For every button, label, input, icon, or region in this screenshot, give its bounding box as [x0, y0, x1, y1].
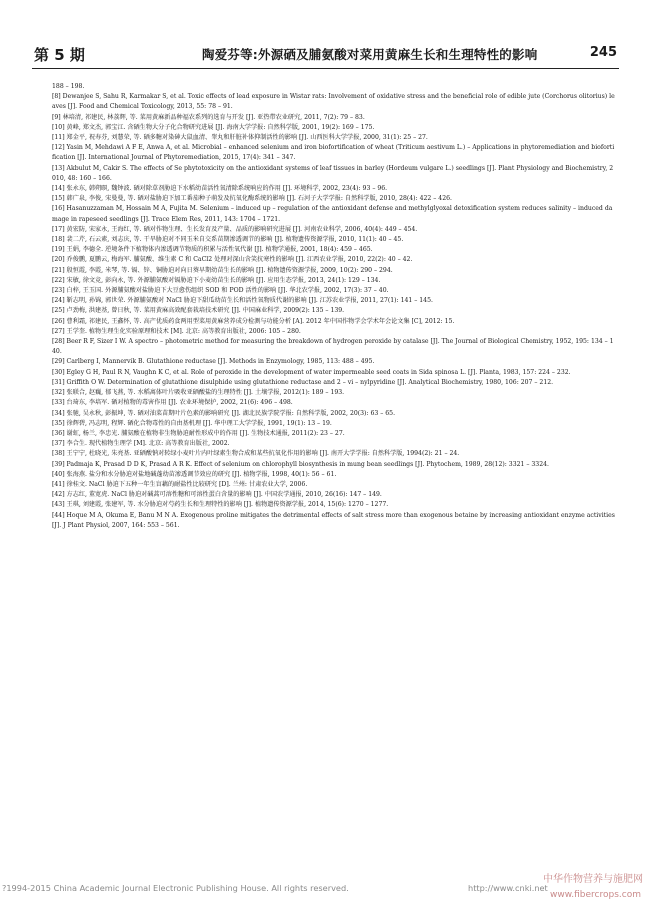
reference-item: [25] 卢劲梅, 洪建基, 曾日秋, 等. 菜用黄麻高效配套栽培技术研究 [J]. 中国麻业科学, 2009(2): 135 – 139. — [52, 307, 345, 315]
reference-item: [38] 王宁宁, 杜晓光, 朱亮基. 亚硒酸钠对转绿小麦叶片内叶绿素生物合成和某些抗氧化作用的影响 [J]. 南开大学学报: 自然科学版, 1994(2): 21 – 24. — [52, 450, 460, 458]
reference-item: [28] Beer R F, Sizer I W. A spectro – photometric method for measuring the breakdown of hydrogen peroxide by catalase [J]. The Journal of Biological Chemistry, 1952, 195: 134 – 140. — [52, 338, 614, 356]
watermark-logo: 中华作物营养与施肥网 — [543, 874, 643, 885]
cnki-url[interactable]: http://www.cnki.net — [468, 883, 548, 893]
page-number: 245 — [589, 45, 617, 60]
reference-item: [15] 韩广泉, 李俊, 宋曼曼, 等. 硒对盐胁迫下加工番茄种子萌发及抗氧化酶系统的影响 [J]. 石河子大学学报: 自然科学版, 2010, 28(4): 422 – 426. — [52, 195, 452, 203]
reference-item: [34] 张驰, 吴永秋, 彭振坤, 等. 硒对油菜苗期叶片色素的影响研究 [J]. 湖北民族学院学报: 自然科学版, 2002, 20(3): 63 – 65. — [52, 409, 396, 417]
reference-item: 188 – 198. — [52, 83, 85, 90]
reference-item: [37] 李合生. 现代植物生理学 [M]. 北京: 高等教育出版社, 2002. — [52, 440, 230, 448]
reference-item: [42] 方志红, 董宽虎. NaCl 胁迫对碱蒿可溶性糖和可溶性蛋白含量的影响 [J]. 中国农学通报, 2010, 26(16): 147 – 149. — [52, 491, 382, 499]
reference-list — [52, 82, 616, 531]
reference-item: [11] 郑金平, 祝寿芬, 刘慧荣, 等. 硒多糖对染砷大鼠血清、睾丸和肝脏补体抑制活性的影响 [J]. 山西医科大学学报, 2000, 31(1): 25 – 27. — [52, 134, 428, 142]
reference-item: [30] Egley G H, Paul R N, Vaughn K C, et al. Role of peroxide in the development of water impermeable seed coats in Sida spinosa L. [J]. Planta, 1983, 157: 224 – 232. — [52, 368, 571, 376]
reference-item: [35] 徐辉碧, 冯志明, 程辉. 硒化合物毒性的自由基机理 [J]. 华中理工大学学报, 1991, 19(1): 13 – 19. — [52, 419, 332, 427]
reference-item: [41] 徐桂文. NaCl 胁迫下五种一年生盲藕的耐盐性比较研究 [D]. 兰州: 甘肃农业大学, 2006. — [52, 480, 308, 488]
reference-item: [8] Dewanjee S, Sahu R, Karmakar S, et al. Toxic effects of lead exposure in Wistar rats: Involvement of oxidative stress and the beneficial role of edible jute (Corchorus olitorius) leaves [J]. Food and Chemical Toxicology, 2013, 55: 78 – 91. — [52, 93, 615, 111]
reference-item: [13] Akbulut M, Cakir S. The effects of Se phytotoxicity on the antioxidant systems of leaf tissues in barley (Hordeum vulgare L.) seedlings [J]. Plant Physiology and Biochemistry, 2010, 48: 160 – 166. — [52, 164, 614, 182]
reference-item: [20] 乔俊鹏, 夏鹏云, 梅海军. 脯氨酸、维生素 C 和 CaCl2 处理对深山含笑抗寒性的影响 [J]. 江西农业学报, 2010, 22(2): 40 – 42. — [52, 256, 413, 264]
reference-item: [22] 宋敏, 徐文竞, 彭向永, 等. 外源脯氨酸对镉胁迫下小麦幼苗生长的影响 [J]. 应用生态学报, 2013, 24(1): 129 – 134. — [52, 276, 381, 284]
reference-item: [44] Hoque M A, Okuma E, Banu M N A. Exogenous proline mitigates the detrimental effects of salt stress more than exogenous betaine by increasing antioxidant enzyme activities [J]. J Plant Physiol, 2007, 164: 553 – 561. — [52, 511, 615, 529]
page-footer — [0, 874, 649, 904]
reference-item: [29] Carlberg I, Mannervik B. Glutathione reductase [J]. Methods in Enzymology, 1985, 113: 488 – 495. — [52, 358, 375, 366]
reference-item: [23] 白梓, 王玉国. 外源脯氨酸对盐胁迫下大豆愈伤组织 SOD 和 POD 活性的影响 [J]. 华北农学报, 2002, 17(3): 37 – 40. — [52, 287, 389, 295]
watermark-url: www.fibercrops.com — [550, 890, 641, 900]
reference-item: [24] 靳志明, 孙锦, 郭世荣. 外源脯氨酸对 NaCl 胁迫下甜瓜幼苗生长和活性氧物质代谢的影响 [J]. 江苏农业学报, 2011, 27(1): 141 – 145. — [52, 297, 433, 305]
reference-item: [21] 殷恒霞, 李霞, 米琴, 等. 镉、锌、铜胁迫对向日葵早期幼苗生长的影响 [J]. 植物遗传资源学报, 2009, 10(2): 290 – 294. — [52, 266, 393, 274]
reference-item: [26] 曹利霜, 祁建民, 王鑫怀, 等. 高产优质药食两用型菜用黄麻营养成分检测与功能分析 [A]. 2012 年中国作物学会学术年会论文集 [C], 2012: 15. — [52, 317, 455, 325]
reference-item: [32] 张联合, 赵巍, 郁飞燕, 等. 水稻离体叶片吸收亚硒酸盐的生理特性 [J]. 土壤学报, 2012(1): 189 – 193. — [52, 389, 345, 397]
reference-item: [18] 裴二芹, 石云素, 刘志庆, 等. 干旱胁迫对不同玉米自交系苗期渗透调节的影响 [J]. 植物遗传资源学报, 2010, 11(1): 40 – 45. — [52, 236, 404, 244]
reference-item: [10] 黄峰, 郑文杰, 郭宝江. 含硒生物大分子化合物研究进展 [J]. 海南大学学报: 自然科学版, 2001, 19(2): 169 – 175. — [52, 123, 375, 131]
page-header — [32, 38, 619, 69]
issue-number: 第 5 期 — [34, 46, 85, 64]
reference-item: [31] Griffith O W. Determination of glutathione disulphide using glutathione reductase and 2 – vi – nylpyridine [J]. Analytical Biochemistry, 1980, 106: 207 – 212. — [52, 378, 554, 386]
reference-item: [9] 林培清, 祁建民, 林荔辉, 等. 菜用黄麻新品种福农系列的选育与开发 [J]. 亚热带农业研究, 2011, 7(2): 79 – 83. — [52, 113, 365, 121]
reference-item: [43] 王琪, 刘建霞, 张建军, 等. 水分胁迫对芍药生长和生理特性的影响 [J]. 植物遗传资源学报, 2014, 15(6): 1270 – 1277. — [52, 501, 389, 509]
running-title: 陶爱芬等:外源硒及脯氨酸对菜用黄麻生长和生理特性的影响 — [202, 47, 538, 62]
reference-item: [39] Padmaja K, Prasad D D K, Prasad A R K. Effect of selenium on chlorophyll biosynthesis in mung bean seedlings [J]. Phytochem, 1989, 28(12): 3321 – 3324. — [52, 460, 549, 468]
reference-item: [17] 黄宏防, 宋家永, 王海红, 等. 硒对作物生理、生长发育及产量、品质的影响研究进展 [J]. 河南农业科学, 2006, 40(4): 449 – 454. — [52, 225, 418, 233]
reference-item: [36] 谢虹, 杨兰, 李忠光. 脯氨酸在植物非生物胁迫耐性形成中的作用 [J]. 生物技术通报, 2011(2): 23 – 27. — [52, 429, 345, 437]
reference-item: [19] 王娟, 李德全. 逆境条件下植物体内渗透调节物质的积累与活性氧代谢 [J]. 植物学通报, 2001, 18(4): 459 – 465. — [52, 246, 373, 254]
reference-item: [33] 台琦东, 李培军. 硒对植物的毒害作用 [J]. 农业环境保护, 2002, 21(6): 496 – 498. — [52, 399, 293, 407]
reference-item: [27] 王学奎. 植物生理生化实验原理和技术 [M]. 北京: 高等教育出版社, 2006: 105 – 280. — [52, 327, 301, 335]
copyright-notice: ?1994-2015 China Academic Journal Electronic Publishing House. All rights reserved. — [2, 883, 349, 893]
reference-item: [14] 张永东, 韩朔暝, 魏钟波. 硒对除草剂胁迫下水稻幼苗活性氧清除系统响应的作用 [J]. 环境科学, 2002, 23(4): 93 – 96. — [52, 185, 388, 193]
reference-item: [16] Hasanuzzaman M, Hossain M A, Fujita M. Selenium – induced up – regulation of the antioxidant defense and methylglyoxal detoxification system reduces salinity – induced damage in rapeseed seedlings [J]. Trace Elem Res, 2011, 143: 1704 – 1721. — [52, 205, 613, 223]
reference-item: [12] Yasin M, Mehdawi A F E, Anwa A, et al. Microbial – enhanced selenium and iron biofortification of wheat (Triticum aestivum L.) – Applications in phytoremediation and biofortification [J]. International Journal of Phytoremediation, 2015, 17(4): 341 – 347. — [52, 144, 615, 162]
reference-item: [40] 张海燕. 盐分和水分胁迫对盐地碱蓬幼苗渗透调节效应的研究 [J]. 植物学报, 1998, 40(1): 56 – 61. — [52, 470, 337, 478]
